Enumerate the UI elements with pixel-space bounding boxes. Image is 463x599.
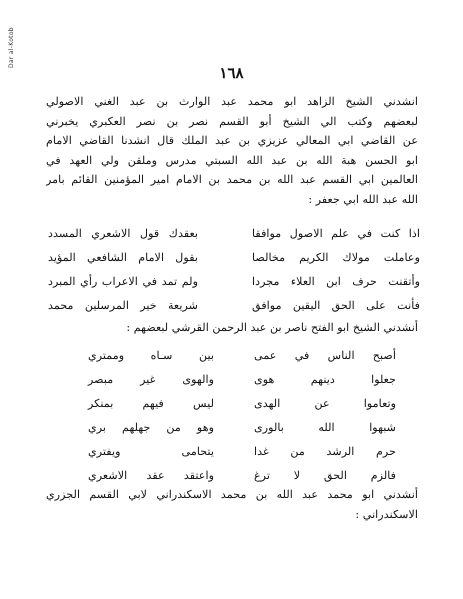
verse-second-hemistich: وهو من جهلهم بري xyxy=(88,421,214,434)
verse-second-hemistich: شريعة خير المرسلين محمد xyxy=(48,299,198,312)
text-line: عن القاضي ابي المعالي عزيزي بن عبد الملك قال انشدنا القاضي الامام xyxy=(46,134,418,147)
verse-first-hemistich: فأنت على الحق اليقين موافق xyxy=(252,299,420,312)
verse-second-hemistich: بين سـاه وممتري xyxy=(88,349,214,362)
verse-first-hemistich: أصبح الناس في عمى xyxy=(254,349,396,362)
library-stamp: Dar al-Kotob xyxy=(8,27,15,68)
verse-second-hemistich: يتحامى ويفتري xyxy=(88,445,214,458)
poem-verse xyxy=(48,270,420,294)
verse-first-hemistich: وأتقنت حرف ابن العلاء مجردا xyxy=(252,275,420,288)
text-line: الاسكندراني : xyxy=(355,507,418,521)
verse-first-hemistich: جعلوا دينهم هوى xyxy=(254,373,396,386)
poem-verse xyxy=(48,294,420,318)
verse-second-hemistich: والهوى غير مبصر xyxy=(88,373,214,386)
verse-first-hemistich: وتعاموا عن الهدى xyxy=(254,397,396,410)
poem-verse xyxy=(72,416,396,440)
poem-ashari-creed xyxy=(48,222,420,318)
text-line: لبعضهم وكتب الي الشيخ أبو القسم نصر بن نصر العكبري يخبرني xyxy=(46,114,418,128)
poem-verse xyxy=(72,368,396,392)
verse-second-hemistich: بعقدك قول الاشعري المسدد xyxy=(48,227,198,240)
text-line: العالمين ابي القسم عبد الله بن محمد بن الامام امير المؤمنين القائم بامر xyxy=(46,173,418,186)
text-line: انشدني الشيخ الزاهد ابو محمد عبد الوارث بن عبد الغني الاصولي xyxy=(46,95,418,108)
poem-verse xyxy=(48,222,420,246)
poem-verse xyxy=(72,392,396,416)
poem-verse xyxy=(48,246,420,270)
verse-second-hemistich: ليس فيهم بمنكر xyxy=(88,397,214,410)
verse-first-hemistich: اذا كنت في علم الاصول موافقا xyxy=(252,227,420,240)
verse-second-hemistich: ولم تمد في الاعراب رأي المبرد xyxy=(48,275,198,288)
page-number: ١٦٨ xyxy=(219,64,244,82)
paragraph-isnad-3 xyxy=(46,485,418,524)
text-line: أنشدني الشيخ ابو الفتح ناصر بن عبد الرحمن القرشي لبعضهم : xyxy=(126,321,418,334)
poem-people-in-blindness xyxy=(72,344,396,488)
verse-second-hemistich: واعتقد عقد الاشعري xyxy=(88,469,214,482)
text-line: ابو الحسن هبة الله بن عبد الله السبتي مدرس وملقن ولي العهد في xyxy=(46,153,418,167)
verse-first-hemistich: شبهوا الله بالورى xyxy=(254,421,396,434)
poem-verse xyxy=(72,344,396,368)
verse-first-hemistich: وعاملت مولاك الكريم مخالصا xyxy=(252,251,420,264)
paragraph-isnad-2 xyxy=(46,318,418,338)
verse-first-hemistich: حرم الرشد من غدا xyxy=(254,445,396,458)
verse-first-hemistich: فالزم الحق لا ترغ xyxy=(254,469,396,482)
poem-verse xyxy=(72,440,396,464)
text-line: أنشدني ابو محمد عبد الله بن محمد الاسكندراني لابي القسم الجزري xyxy=(46,488,418,501)
paragraph-isnad-1 xyxy=(46,92,418,209)
verse-second-hemistich: بقول الامام الشافعي المؤيد xyxy=(48,251,198,264)
text-line: الله عبد الله ابي جعفر : xyxy=(308,192,418,206)
